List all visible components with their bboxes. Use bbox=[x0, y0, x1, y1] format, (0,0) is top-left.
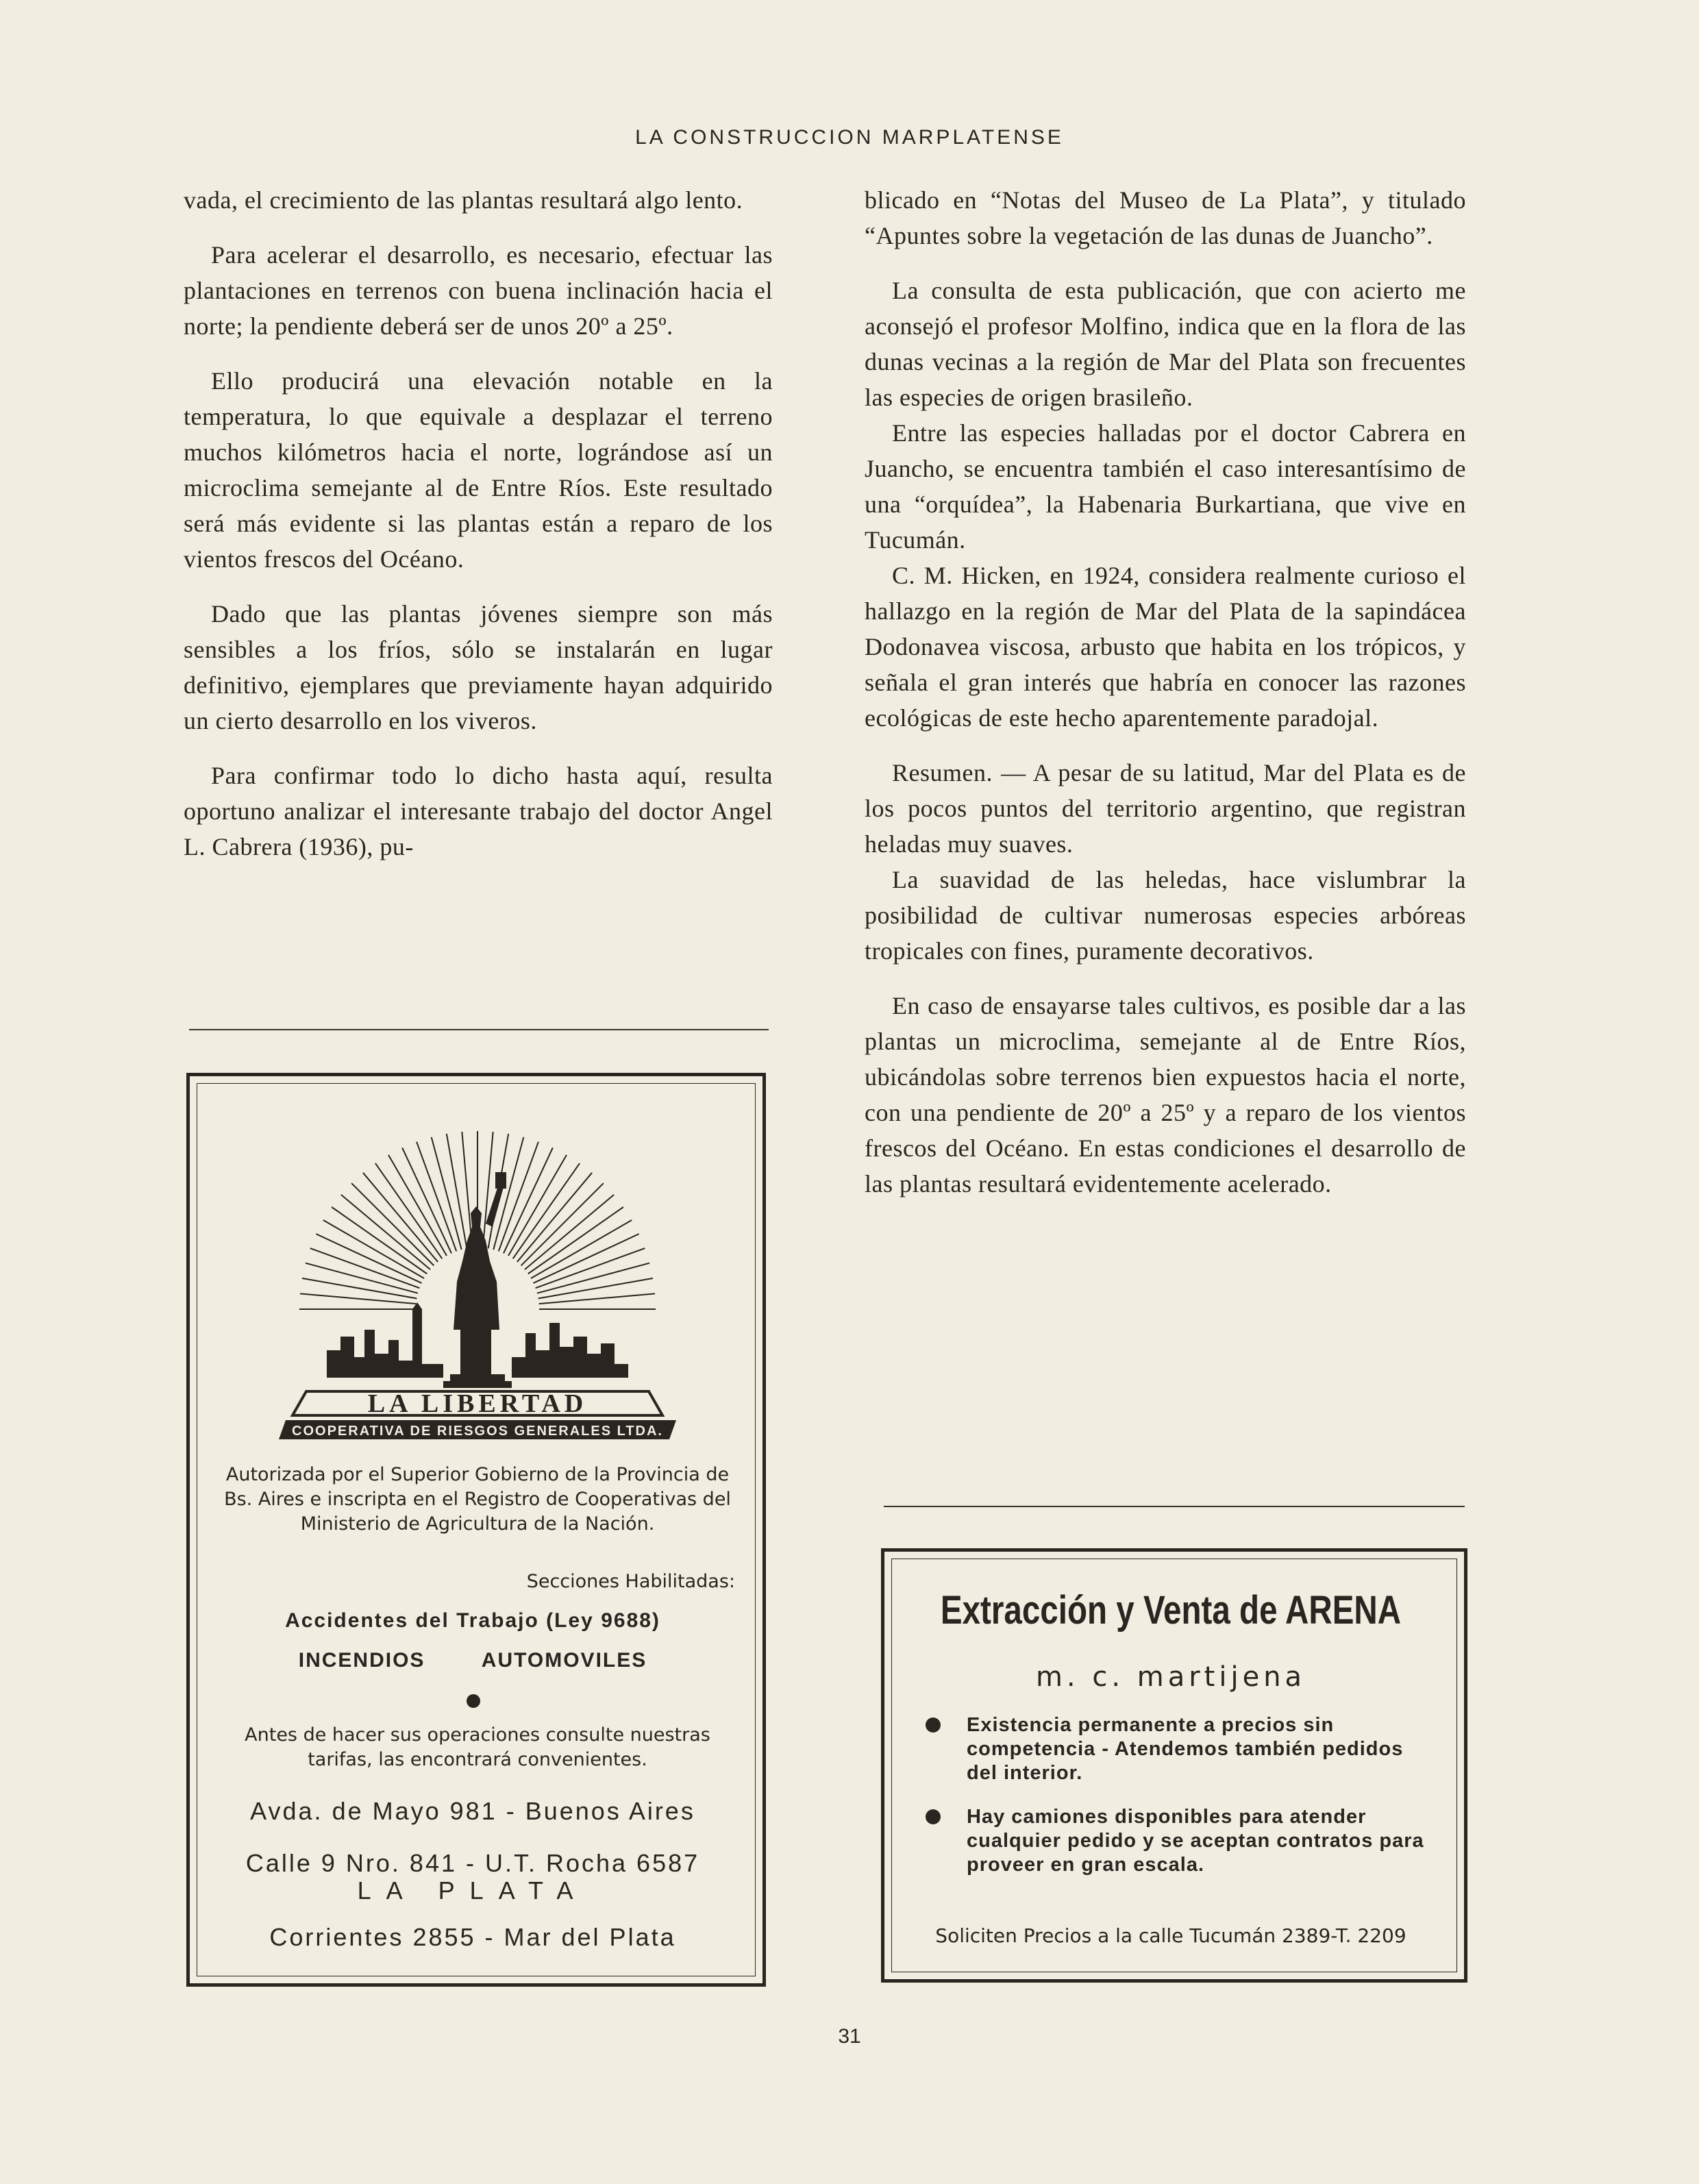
brand-name: LA LIBERTAD bbox=[367, 1389, 588, 1418]
advice-text: Antes de hacer sus operaciones consulte nuestras tarifas, las encontrará convenientes. bbox=[245, 1724, 710, 1770]
paragraph: blicado en “Notas del Museo de La Plata”, y titulado “Apuntes sobre la vegetación de las dunas de Juancho”. bbox=[865, 186, 1466, 249]
right-article-column bbox=[865, 182, 1466, 1221]
ad-title: Extracción y Venta de ARENA bbox=[940, 1588, 1402, 1633]
ad-bullet bbox=[919, 1713, 1426, 1785]
address-mar-del-plata: Corrientes 2855 - Mar del Plata bbox=[269, 1923, 676, 1951]
sections-label: Secciones Habilitadas: bbox=[526, 1571, 735, 1592]
arena-advertisement bbox=[881, 1548, 1467, 1983]
paragraph: Dado que las plantas jóvenes siempre son más sensibles a los fríos, sólo se instalarán en lugar definitivo, ejemplares que previamente hayan adquirido un cierto desarrollo en los viveros. bbox=[184, 600, 773, 734]
sections-list bbox=[190, 1649, 756, 1672]
divider bbox=[884, 1506, 1465, 1507]
divider bbox=[189, 1029, 769, 1030]
paragraph: Para acelerar el desarrollo, es necesario, efectuar las plantaciones en terrenos con buena inclinación hacia el norte; la pendiente deberá ser de unos 20º a 25º. bbox=[184, 241, 773, 340]
paragraph: La consulta de esta publicación, que con acierto me aconsejó el profesor Molfino, indica que en la flora de las dunas vecinas a la región de Mar del Plata son frecuentes las especies de origen brasileño. bbox=[865, 277, 1466, 411]
section-auto: AUTOMOVILES bbox=[481, 1649, 647, 1672]
ad-bullet bbox=[919, 1805, 1426, 1877]
summary-paragraph: Resumen. — A pesar de su latitud, Mar del Plata es de los pocos puntos del territorio argentino, que registran heladas muy suaves. bbox=[865, 759, 1466, 858]
libertad-advertisement bbox=[186, 1073, 766, 1987]
bullet-text: Hay camiones disponibles para atender cualquier pedido y se aceptan contratos para proveer en gran escala. bbox=[967, 1806, 1424, 1876]
section-fire: INCENDIOS bbox=[298, 1649, 425, 1672]
bullet-text: Existencia permanente a precios sin competencia - Atendemos también pedidos del interior. bbox=[967, 1714, 1404, 1784]
paragraph: Ello producirá una elevación notable en la temperatura, lo que equivale a desplazar el terreno muchos kilómetros hacia el norte, lográndose así un microclima semejante al de Entre Ríos. Este resultado será más evidente si las plantas están a reparo de los vientos frescos del Océano. bbox=[184, 367, 773, 573]
section-accidents: Accidentes del Trabajo (Ley 9688) bbox=[285, 1609, 660, 1632]
statue-of-liberty-emblem bbox=[245, 1104, 710, 1446]
authorization-text: Autorizada por el Superior Gobierno de la Provincia de Bs. Aires e inscripta en el Registro de Cooperativas del Ministerio de Agricultura de la Nación. bbox=[224, 1464, 731, 1535]
paragraph: La suavidad de las heledas, hace vislumbrar la posibilidad de cultivar numerosas especies arbóreas tropicales con fines, puramente decorativos. bbox=[865, 866, 1466, 965]
brand-subtitle: COOPERATIVA DE RIESGOS GENERALES LTDA. bbox=[292, 1424, 663, 1439]
ad-owner: m. c. martijena bbox=[1035, 1661, 1306, 1693]
ad-footer: Soliciten Precios a la calle Tucumán 2389-T. 2209 bbox=[935, 1924, 1406, 1947]
address-la-plata-city: LA PLATA bbox=[357, 1876, 588, 1904]
left-article-column bbox=[184, 182, 773, 884]
paragraph: C. M. Hicken, en 1924, considera realmente curioso el hallazgo en la región de Mar del Plata de la sapindácea Dodonavea viscosa, arbusto que habita en los trópicos, y señala el gran interés que habría en conocer las razones ecológicas de este hecho aparentemente paradojal. bbox=[865, 562, 1466, 732]
paragraph: En caso de ensayarse tales cultivos, es posible dar a las plantas un microclima, semejante al de Entre Ríos, ubicándolas sobre terrenos bien expuestos hacia el norte, con una pendiente de 20º a 25º y a reparo de los vientos frescos del Océano. En estas condiciones el desarrollo de las plantas resultará evidentemente acelerado. bbox=[865, 992, 1466, 1198]
paragraph: Para confirmar todo lo dicho hasta aquí, resulta oportuno analizar el interesante trabajo del doctor Angel L. Cabrera (1936), pu- bbox=[184, 762, 773, 860]
running-title: LA CONSTRUCCION MARPLATENSE bbox=[635, 126, 1064, 149]
bullet-dot-icon bbox=[926, 1717, 941, 1733]
paragraph: Entre las especies halladas por el doctor Cabrera en Juancho, se encuentra también el caso interesantísimo de una “orquídea”, la Habenaria Burkartiana, que vive en Tucumán. bbox=[865, 419, 1466, 554]
address-buenos-aires: Avda. de Mayo 981 - Buenos Aires bbox=[250, 1797, 695, 1825]
address-la-plata: Calle 9 Nro. 841 - U.T. Rocha 6587 bbox=[245, 1849, 700, 1877]
paragraph: vada, el crecimiento de las plantas resultará algo lento. bbox=[184, 186, 743, 214]
bullet-dot-icon bbox=[467, 1694, 480, 1708]
page-number: 31 bbox=[838, 2025, 861, 2048]
bullet-dot-icon bbox=[926, 1809, 941, 1824]
